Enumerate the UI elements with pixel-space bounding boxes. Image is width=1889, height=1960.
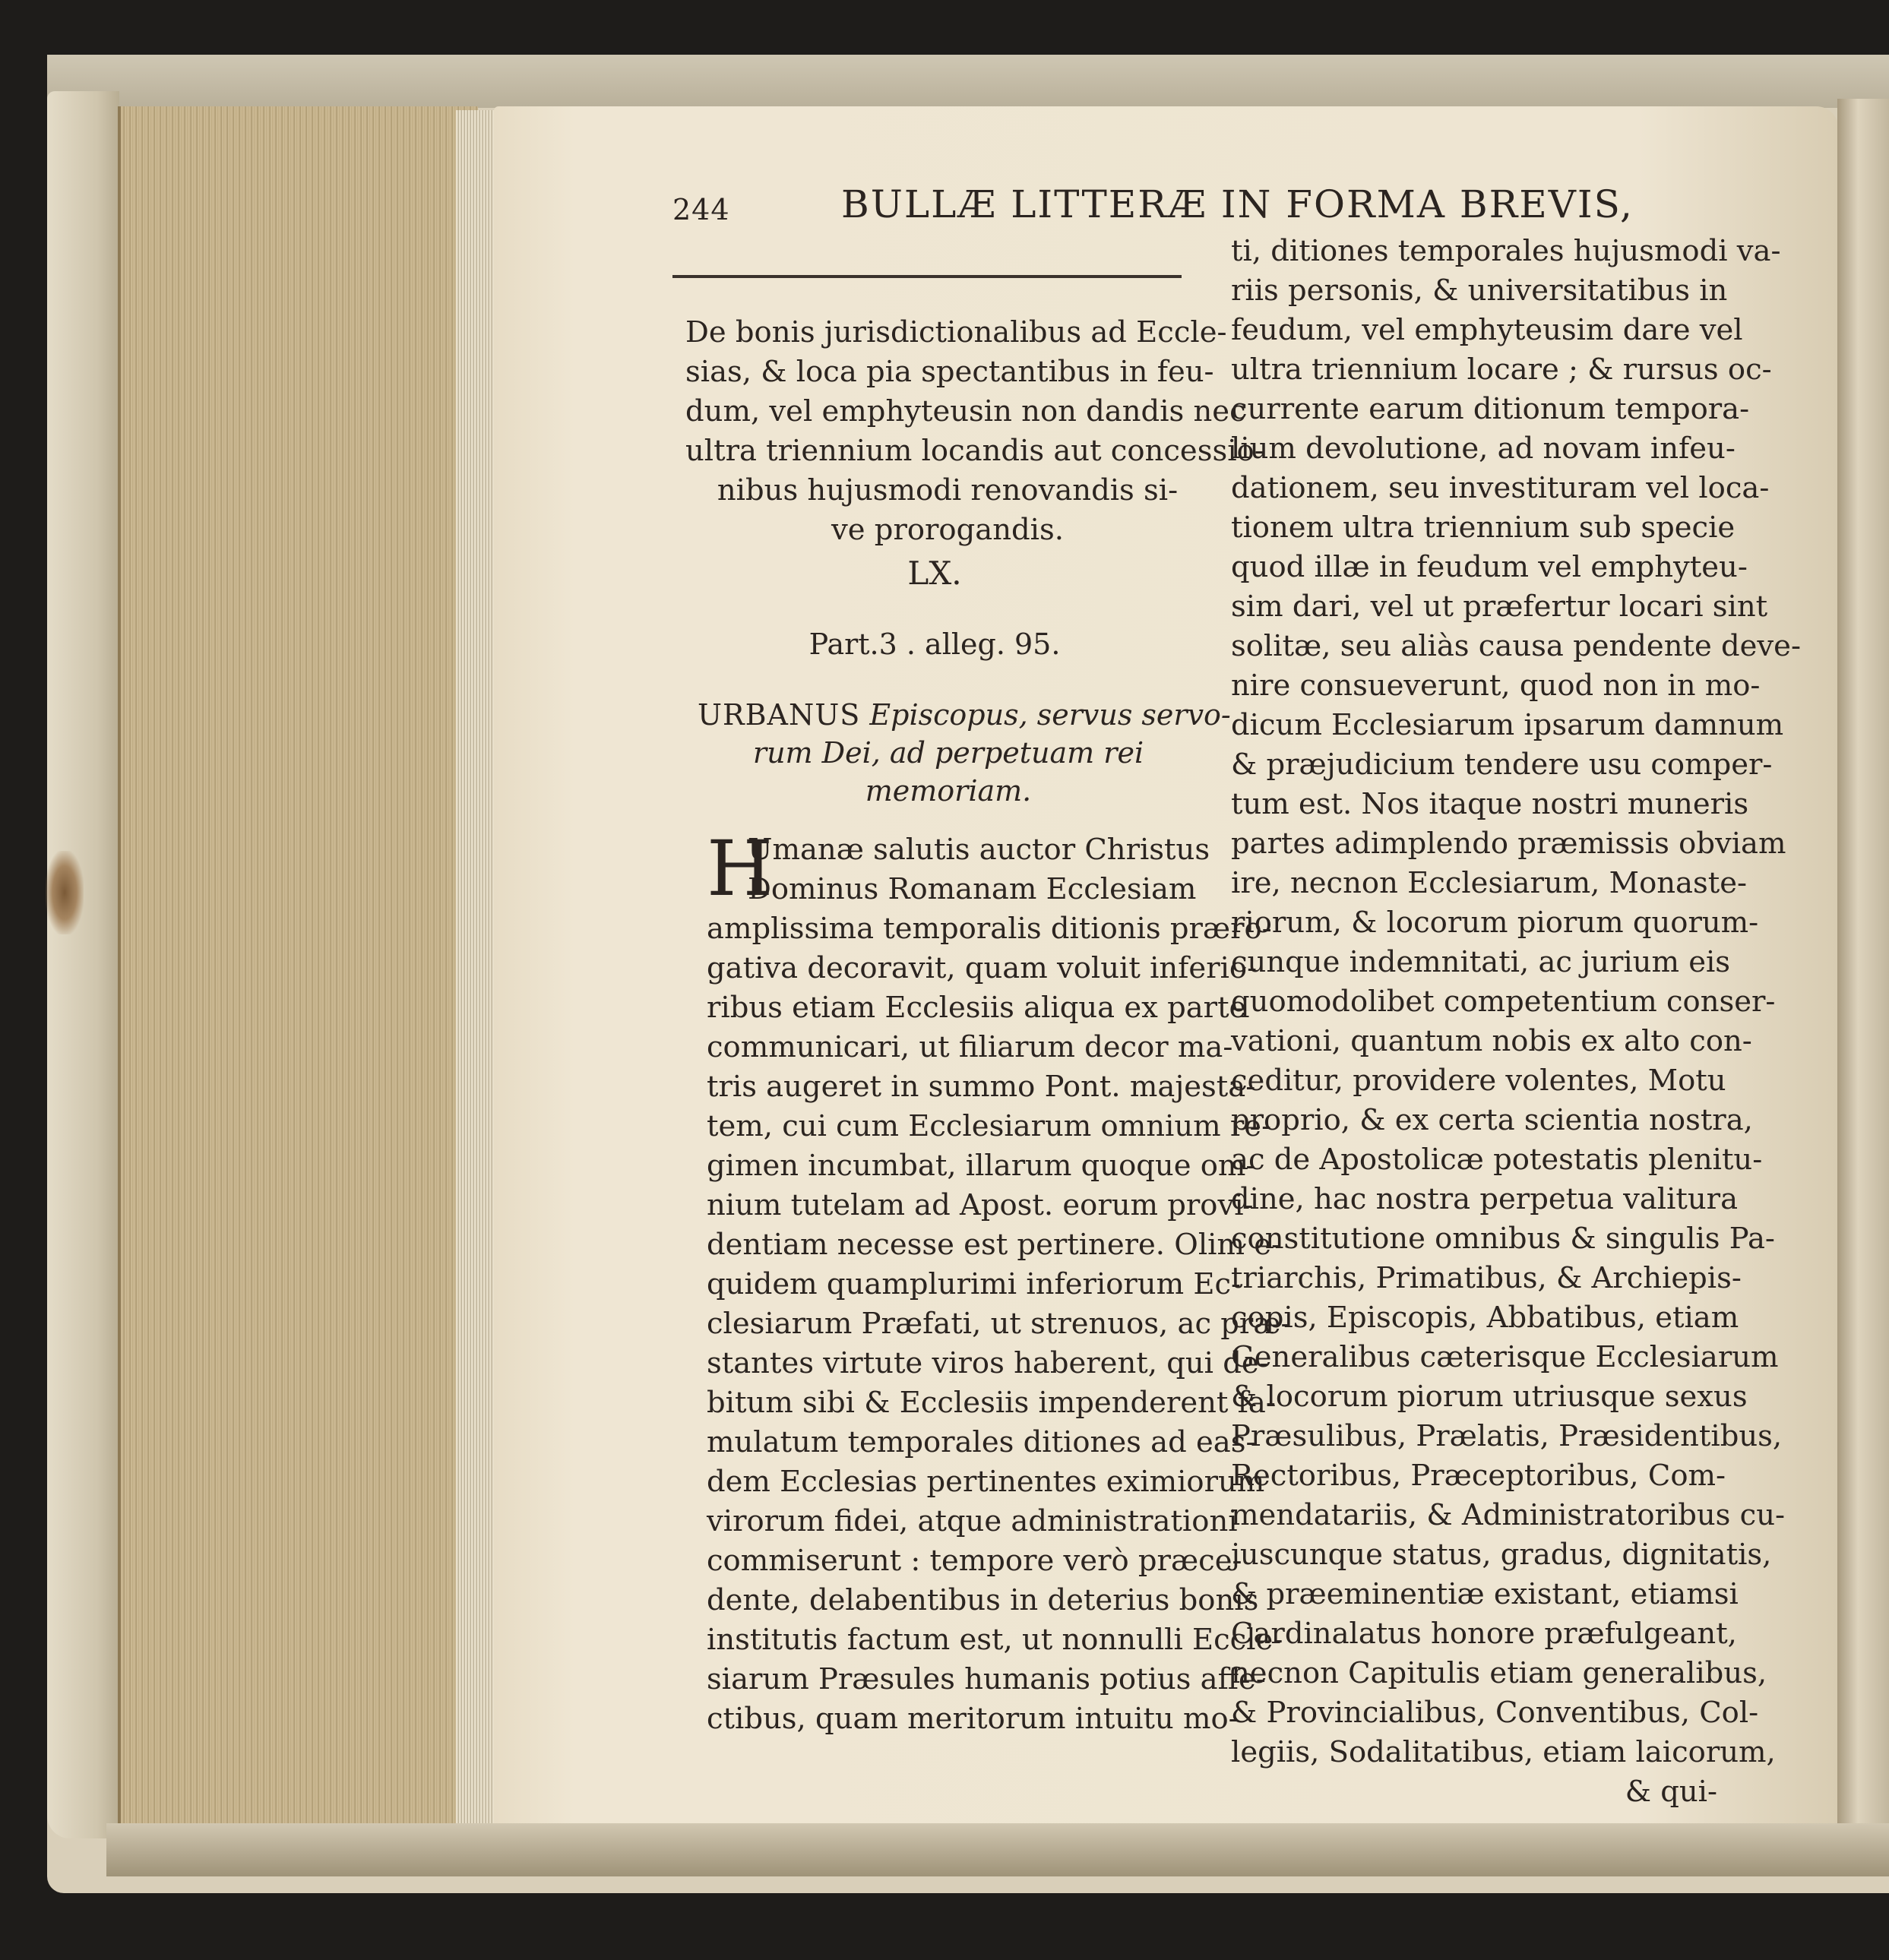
pope-name: URBANUS	[698, 698, 861, 732]
title-line: nibus hujusmodi renovandis si-	[717, 473, 1179, 507]
body-line: virorum fidei, atque administrationi	[707, 1504, 1238, 1538]
catchword: & qui-	[1625, 1775, 1717, 1809]
body-line: feudum, vel emphyteusim dare vel	[1231, 313, 1743, 347]
body-line: Umanæ salutis auctor Christus	[748, 833, 1210, 867]
title-line: De bonis jurisdictionalibus ad Eccle-	[685, 315, 1227, 349]
page-header	[672, 182, 1634, 228]
body-line: & locorum piorum utriusque sexus	[1231, 1380, 1748, 1414]
body-line: tris augeret in summo Pont. majesta-	[707, 1070, 1256, 1104]
body-line: stantes virtute viros haberent, qui de-	[707, 1346, 1269, 1380]
drop-cap: H	[707, 824, 774, 913]
body-line: nium tutelam ad Apost. eorum provi-	[707, 1188, 1254, 1222]
body-line: amplissima temporalis ditionis præro-	[707, 912, 1272, 946]
body-line: ultra triennium locare ; & rursus oc-	[1231, 352, 1772, 387]
facing-page-edge	[1837, 99, 1889, 1861]
body-line: ribus etiam Ecclesiis aliqua ex parte	[707, 991, 1247, 1025]
title-line: dum, vel emphyteusin non dandis nec	[685, 394, 1246, 428]
body-line: ire, necnon Ecclesiarum, Monaste-	[1231, 866, 1748, 900]
body-line: nire consueverunt, quod non in mo-	[1231, 669, 1761, 703]
body-line: bitum sibi & Ecclesiis impenderent fa-	[707, 1386, 1276, 1420]
book-bottom-edge	[106, 1823, 1889, 1876]
title-line: ve prorogandis.	[831, 513, 1064, 547]
body-line: riorum, & locorum piorum quorum-	[1231, 906, 1759, 940]
body-line: dationem, seu investituram vel loca-	[1231, 471, 1770, 505]
running-title: BULLÆ LITTERÆ IN FORMA BREVIS,	[841, 182, 1634, 226]
body-line: riis personis, & universitatibus in	[1231, 273, 1728, 308]
body-line: partes adimplendo præmissis obviam	[1231, 827, 1786, 861]
body-line: gimen incumbat, illarum quoque om-	[707, 1149, 1256, 1183]
body-line: clesiarum Præfati, ut strenuos, ac præ-	[707, 1307, 1291, 1341]
body-line: necnon Capitulis etiam generalibus,	[1231, 1656, 1767, 1690]
body-line: vationi, quantum nobis ex alto con-	[1231, 1024, 1752, 1058]
body-line: ceditur, providere volentes, Motu	[1231, 1064, 1726, 1098]
body-line: ctibus, quam meritorum intuitu mo-	[707, 1702, 1239, 1736]
body-line: ti, ditiones temporales hujusmodi va-	[1231, 234, 1781, 268]
body-line: lium devolutione, ad novam infeu-	[1231, 432, 1736, 466]
body-line: currente earum ditionum tempora-	[1231, 392, 1750, 426]
body-line: triarchis, Primatibus, & Archiepis-	[1231, 1261, 1742, 1295]
salutation-line: memoriam.	[865, 774, 1032, 808]
body-line: & præjudicium tendere usu comper-	[1231, 748, 1773, 782]
header-rule	[672, 275, 1182, 278]
body-line: & Provincialibus, Conventibus, Col-	[1231, 1696, 1759, 1730]
section-title	[685, 313, 1264, 550]
body-line: legiis, Sodalitatibus, etiam laicorum,	[1231, 1735, 1776, 1769]
body-line: tem, cui cum Ecclesiarum omnium re-	[707, 1109, 1272, 1143]
page-block-edge	[118, 106, 478, 1869]
body-line: quod illæ in feudum vel emphyteu-	[1231, 550, 1748, 584]
body-line: Cardinalatus honore præfulgeant,	[1231, 1617, 1737, 1651]
body-line: commiserunt : tempore verò præce-	[707, 1544, 1242, 1578]
body-line: & præeminentiæ existant, etiamsi	[1231, 1577, 1739, 1611]
body-line: mendatariis, & Administratoribus cu-	[1231, 1498, 1786, 1532]
body-line: tionem ultra triennium sub specie	[1231, 511, 1736, 545]
body-line: quomodolibet competentium conser-	[1231, 985, 1776, 1019]
section-number: LX.	[907, 555, 962, 592]
body-line: mulatum temporales ditiones ad eas-	[707, 1425, 1256, 1459]
salutation-line: rum Dei, ad perpetuam rei	[752, 736, 1144, 770]
body-line: communicari, ut filiarum decor ma-	[707, 1030, 1233, 1064]
body-line: quidem quamplurimi inferiorum Ec-	[707, 1267, 1242, 1301]
body-line: Præsulibus, Prælatis, Præsidentibus,	[1231, 1419, 1783, 1453]
body-line: proprio, & ex certa scientia nostra,	[1231, 1103, 1753, 1137]
body-line: dicum Ecclesiarum ipsarum damnum	[1231, 708, 1784, 742]
body-line: tum est. Nos itaque nostri muneris	[1231, 787, 1749, 821]
body-line: institutis factum est, ut nonnulli Eccle-	[707, 1623, 1283, 1657]
body-line: dine, hac nostra perpetua valitura	[1231, 1182, 1739, 1216]
body-line: ac de Apostolicæ potestatis plenitu-	[1231, 1143, 1763, 1177]
title-line: sias, & loca pia spectantibus in feu-	[685, 355, 1214, 389]
body-line: Rectoribus, Præceptoribus, Com-	[1231, 1459, 1726, 1493]
body-line: cunque indemnitati, ac jurium eis	[1231, 945, 1731, 979]
body-line: Generalibus cæterisque Ecclesiarum	[1231, 1340, 1779, 1374]
body-line: gativa decoravit, quam voluit inferio-	[707, 951, 1258, 985]
book-top-edge	[47, 55, 1889, 108]
body-line: sim dari, vel ut præfertur locari sint	[1231, 590, 1768, 624]
right-body-text	[1231, 232, 1801, 1812]
body-line: juscunque status, gradus, dignitatis,	[1231, 1538, 1772, 1572]
salutation-line: Episcopus, servus servo-	[869, 698, 1231, 732]
allegation-reference: Part.3 . alleg. 95.	[808, 628, 1061, 661]
body-line: siarum Præsules humanis potius affe-	[707, 1662, 1266, 1696]
left-body-text	[707, 824, 1291, 1739]
body-line: constitutione omnibus & singulis Pa-	[1231, 1222, 1775, 1256]
body-line: dente, delabentibus in deterius bonis	[707, 1583, 1259, 1617]
body-line: Dominus Romanam Ecclesiam	[748, 872, 1197, 906]
vellum-spine	[47, 91, 119, 1838]
body-line: dentiam necesse est pertinere. Olim e-	[707, 1228, 1282, 1262]
salutation	[698, 696, 1231, 810]
body-line: copis, Episcopis, Abbatibus, etiam	[1231, 1301, 1739, 1335]
page-number: 244	[672, 193, 730, 226]
stain-mark	[46, 851, 84, 934]
title-line: ultra triennium locandis aut concessio-	[685, 434, 1264, 468]
body-line: solitæ, seu aliàs causa pendente deve-	[1231, 629, 1801, 663]
body-line: dem Ecclesias pertinentes eximiorum	[707, 1465, 1265, 1499]
